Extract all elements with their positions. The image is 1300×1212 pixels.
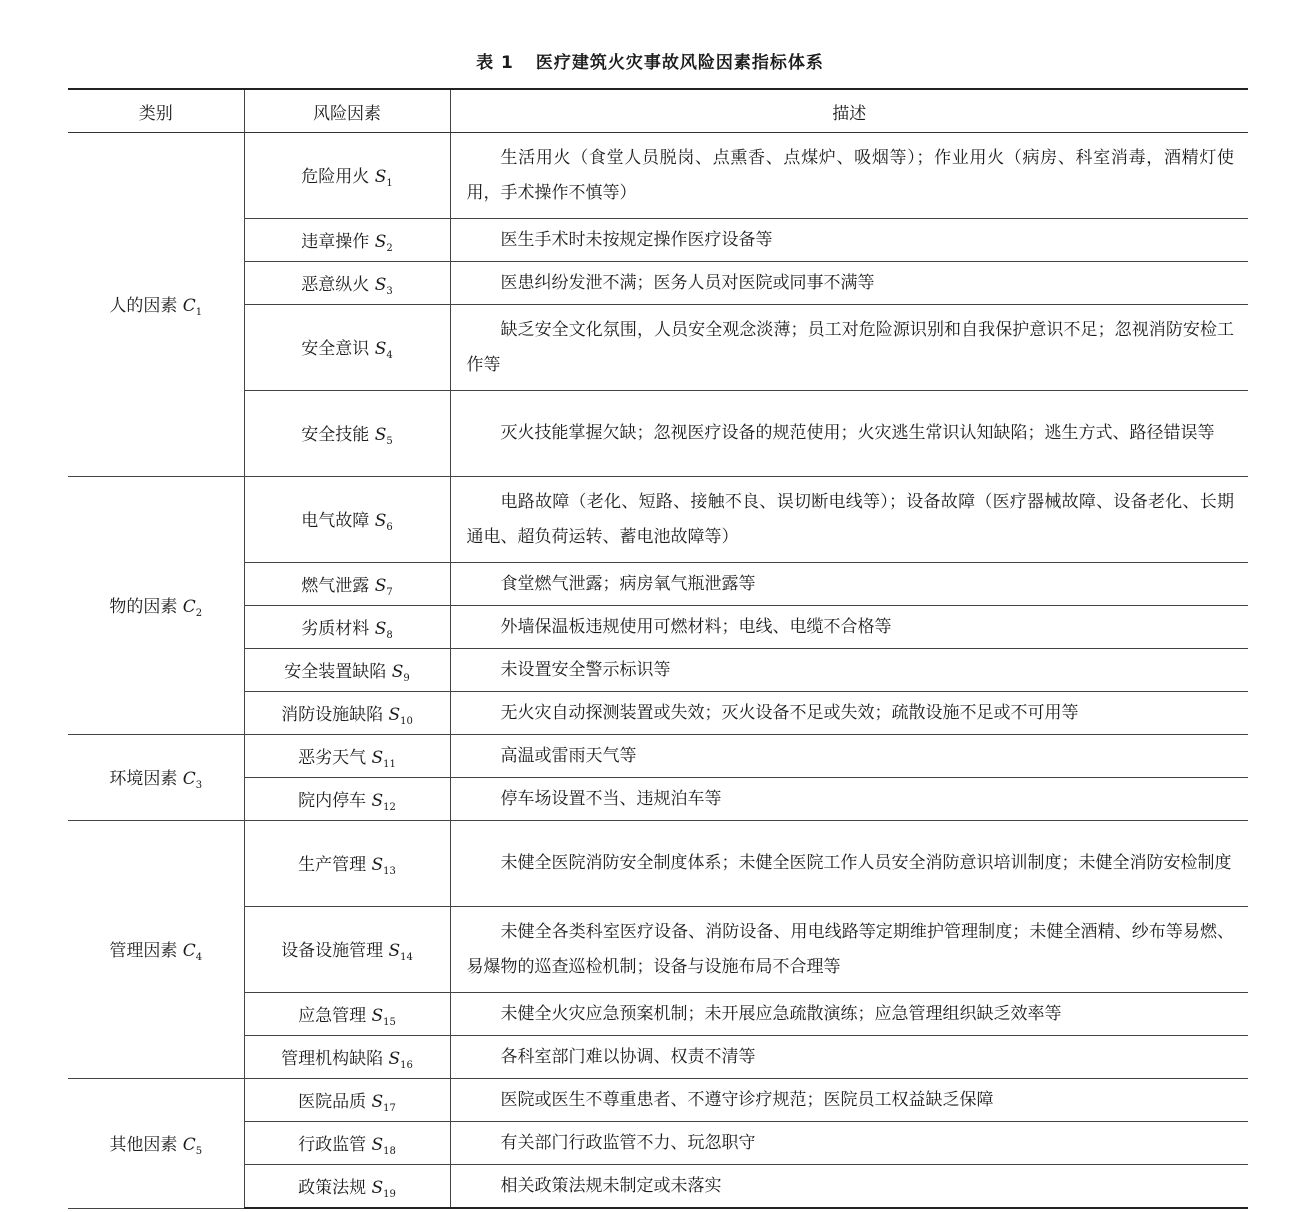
risk-factor-symbol: S <box>388 704 401 725</box>
table-row <box>68 907 1248 993</box>
risk-factor-subscript: 15 <box>383 1016 396 1028</box>
table-row <box>68 606 1248 649</box>
risk-factor-name: 管理机构缺陷 <box>281 1048 384 1069</box>
description-cell: 未健全医院消防安全制度体系；未健全医院工作人员安全消防意识培训制度；未健全消防安检制度 <box>450 821 1248 907</box>
risk-factor-name: 医院品质 <box>298 1091 367 1112</box>
risk-factor-symbol: S <box>388 941 401 961</box>
description-cell: 各科室部门难以协调、权责不清等 <box>450 1036 1248 1079</box>
risk-factor-subscript: 4 <box>386 350 393 361</box>
description-cell: 高温或雷雨天气等 <box>450 735 1248 778</box>
risk-factor-subscript: 18 <box>383 1145 396 1157</box>
risk-factor-cell <box>244 563 450 606</box>
table-row <box>68 563 1248 606</box>
risk-factor-subscript: 7 <box>386 586 393 598</box>
risk-factor-symbol: S <box>371 1091 384 1112</box>
risk-factor-name: 安全装置缺陷 <box>284 661 387 682</box>
description-cell: 电路故障（老化、短路、接触不良、误切断电线等）；设备故障（医疗器械故障、设备老化、长期通电、超负荷运转、蓄电池故障等） <box>450 477 1248 563</box>
table-row <box>68 993 1248 1036</box>
risk-factor-name: 违章操作 <box>301 231 370 252</box>
category-symbol: C <box>182 597 196 617</box>
category-subscript: 4 <box>195 952 203 963</box>
risk-factor-name: 危险用火 <box>301 167 370 187</box>
risk-factor-subscript: 6 <box>386 522 393 533</box>
description-cell: 未健全火灾应急预案机制；未开展应急疏散演练；应急管理组织缺乏效率等 <box>450 993 1248 1036</box>
description-cell: 无火灾自动探测装置或失效；灭火设备不足或失效；疏散设施不足或不可用等 <box>450 692 1248 735</box>
description-cell: 未健全各类科室医疗设备、消防设备、用电线路等定期维护管理制度；未健全酒精、纱布等易燃、易爆物的巡查巡检机制；设备与设施布局不合理等 <box>450 907 1248 993</box>
risk-factor-cell <box>244 692 450 735</box>
risk-factor-symbol: S <box>371 1177 384 1198</box>
risk-factor-cell <box>244 1165 450 1209</box>
risk-factor-subscript: 2 <box>386 242 393 254</box>
risk-factor-subscript: 16 <box>400 1059 413 1071</box>
risk-factor-symbol: S <box>374 274 387 295</box>
description-cell: 食堂燃气泄露；病房氧气瓶泄露等 <box>450 563 1248 606</box>
category-cell <box>68 133 244 477</box>
category-name: 环境因素 <box>109 769 178 789</box>
risk-factor-subscript: 17 <box>383 1102 396 1114</box>
risk-factor-subscript: 19 <box>383 1188 396 1200</box>
category-cell <box>68 1079 244 1209</box>
risk-factor-cell <box>244 778 450 821</box>
description-cell: 外墙保温板违规使用可燃材料；电线、电缆不合格等 <box>450 606 1248 649</box>
table-row <box>68 735 1248 778</box>
table-row <box>68 305 1248 391</box>
table-row <box>68 1165 1248 1209</box>
risk-factor-cell <box>244 1122 450 1165</box>
category-name: 其他因素 <box>109 1134 178 1155</box>
header-category: 类别 <box>68 89 244 133</box>
table-caption <box>0 48 1300 73</box>
category-subscript: 3 <box>195 780 203 791</box>
risk-factor-subscript: 3 <box>386 285 393 297</box>
category-cell <box>68 477 244 735</box>
risk-factor-subscript: 14 <box>400 952 413 963</box>
category-subscript: 2 <box>195 608 203 619</box>
risk-factor-symbol: S <box>374 618 387 639</box>
category-cell <box>68 821 244 1079</box>
risk-factor-cell <box>244 391 450 477</box>
risk-factor-symbol: S <box>374 167 387 187</box>
risk-factor-cell <box>244 649 450 692</box>
risk-factor-subscript: 12 <box>383 801 396 813</box>
category-symbol: C <box>182 769 196 789</box>
risk-factor-cell <box>244 606 450 649</box>
table-row <box>68 262 1248 305</box>
risk-factor-name: 设备设施管理 <box>281 941 384 961</box>
risk-factor-name: 应急管理 <box>298 1005 367 1026</box>
description-cell: 生活用火（食堂人员脱岗、点熏香、点煤炉、吸烟等）；作业用火（病房、科室消毒，酒精灯使用，手术操作不慎等） <box>450 133 1248 219</box>
risk-factor-name: 消防设施缺陷 <box>281 704 384 725</box>
description-cell: 有关部门行政监管不力、玩忽职守 <box>450 1122 1248 1165</box>
risk-factor-symbol: S <box>371 747 384 768</box>
table-number: 表 1 <box>476 53 514 73</box>
description-cell: 医院或医生不尊重患者、不遵守诊疗规范；医院员工权益缺乏保障 <box>450 1079 1248 1122</box>
risk-factor-cell <box>244 1036 450 1079</box>
table-row <box>68 778 1248 821</box>
risk-factor-subscript: 11 <box>383 758 396 770</box>
description-cell: 未设置安全警示标识等 <box>450 649 1248 692</box>
description-cell: 缺乏安全文化氛围，人员安全观念淡薄；员工对危险源识别和自我保护意识不足；忽视消防安检工作等 <box>450 305 1248 391</box>
category-symbol: C <box>182 1134 196 1155</box>
risk-factor-symbol: S <box>374 231 387 252</box>
risk-factor-name: 安全技能 <box>301 425 370 445</box>
table-row <box>68 1079 1248 1122</box>
risk-factor-symbol: S <box>371 1005 384 1026</box>
category-subscript: 1 <box>195 307 203 318</box>
category-name: 人的因素 <box>109 296 178 316</box>
table-row <box>68 219 1248 262</box>
risk-factor-subscript: 13 <box>383 866 396 877</box>
risk-factor-symbol: S <box>374 511 387 531</box>
risk-factor-cell <box>244 821 450 907</box>
risk-factor-symbol: S <box>374 339 387 359</box>
header-row <box>68 89 1248 133</box>
risk-factor-name: 院内停车 <box>298 790 367 811</box>
description-cell: 医生手术时未按规定操作医疗设备等 <box>450 219 1248 262</box>
risk-factor-symbol: S <box>391 661 404 682</box>
category-symbol: C <box>182 296 196 316</box>
category-subscript: 5 <box>195 1145 203 1157</box>
description-cell: 灭火技能掌握欠缺；忽视医疗设备的规范使用；火灾逃生常识认知缺陷；逃生方式、路径错误等 <box>450 391 1248 477</box>
risk-factor-symbol: S <box>374 425 387 445</box>
risk-factor-cell <box>244 305 450 391</box>
risk-factor-symbol: S <box>374 575 387 596</box>
table-row <box>68 391 1248 477</box>
table-row <box>68 692 1248 735</box>
risk-factor-cell <box>244 993 450 1036</box>
risk-factor-subscript: 9 <box>403 672 410 684</box>
risk-factor-subscript: 8 <box>386 629 393 641</box>
table-row <box>68 1122 1248 1165</box>
risk-factor-name: 安全意识 <box>301 339 370 359</box>
risk-factor-name: 生产管理 <box>298 855 367 875</box>
risk-factor-cell <box>244 477 450 563</box>
category-name: 物的因素 <box>109 597 178 617</box>
risk-factor-cell <box>244 1079 450 1122</box>
table-title: 医疗建筑火灾事故风险因素指标体系 <box>535 53 824 73</box>
header-risk-factor: 风险因素 <box>244 89 450 133</box>
risk-factor-cell <box>244 133 450 219</box>
description-cell: 停车场设置不当、违规泊车等 <box>450 778 1248 821</box>
risk-factor-symbol: S <box>371 1134 384 1155</box>
risk-factor-symbol: S <box>371 790 384 811</box>
risk-factor-subscript: 10 <box>400 715 413 727</box>
table-body <box>68 133 1248 1209</box>
description-cell: 相关政策法规未制定或未落实 <box>450 1165 1248 1209</box>
category-cell <box>68 735 244 821</box>
risk-factor-symbol: S <box>371 855 384 875</box>
risk-factor-symbol: S <box>388 1048 401 1069</box>
risk-factor-name: 恶劣天气 <box>298 747 367 768</box>
risk-factor-cell <box>244 262 450 305</box>
risk-factor-cell <box>244 735 450 778</box>
risk-factor-cell <box>244 219 450 262</box>
table-row <box>68 649 1248 692</box>
category-symbol: C <box>182 941 196 961</box>
risk-factor-table <box>68 88 1248 1209</box>
table-row <box>68 1036 1248 1079</box>
header-description: 描述 <box>450 89 1248 133</box>
risk-factor-name: 行政监管 <box>298 1134 367 1155</box>
risk-factor-cell <box>244 907 450 993</box>
risk-factor-name: 燃气泄露 <box>301 575 370 596</box>
table-row <box>68 821 1248 907</box>
table-row <box>68 477 1248 563</box>
risk-factor-name: 电气故障 <box>301 511 370 531</box>
risk-factor-subscript: 1 <box>386 178 393 189</box>
category-name: 管理因素 <box>109 941 178 961</box>
risk-factor-name: 政策法规 <box>298 1177 367 1198</box>
risk-factor-name: 劣质材料 <box>301 618 370 639</box>
risk-factor-subscript: 5 <box>386 436 393 447</box>
risk-factor-name: 恶意纵火 <box>301 274 370 295</box>
description-cell: 医患纠纷发泄不满；医务人员对医院或同事不满等 <box>450 262 1248 305</box>
table-row <box>68 133 1248 219</box>
